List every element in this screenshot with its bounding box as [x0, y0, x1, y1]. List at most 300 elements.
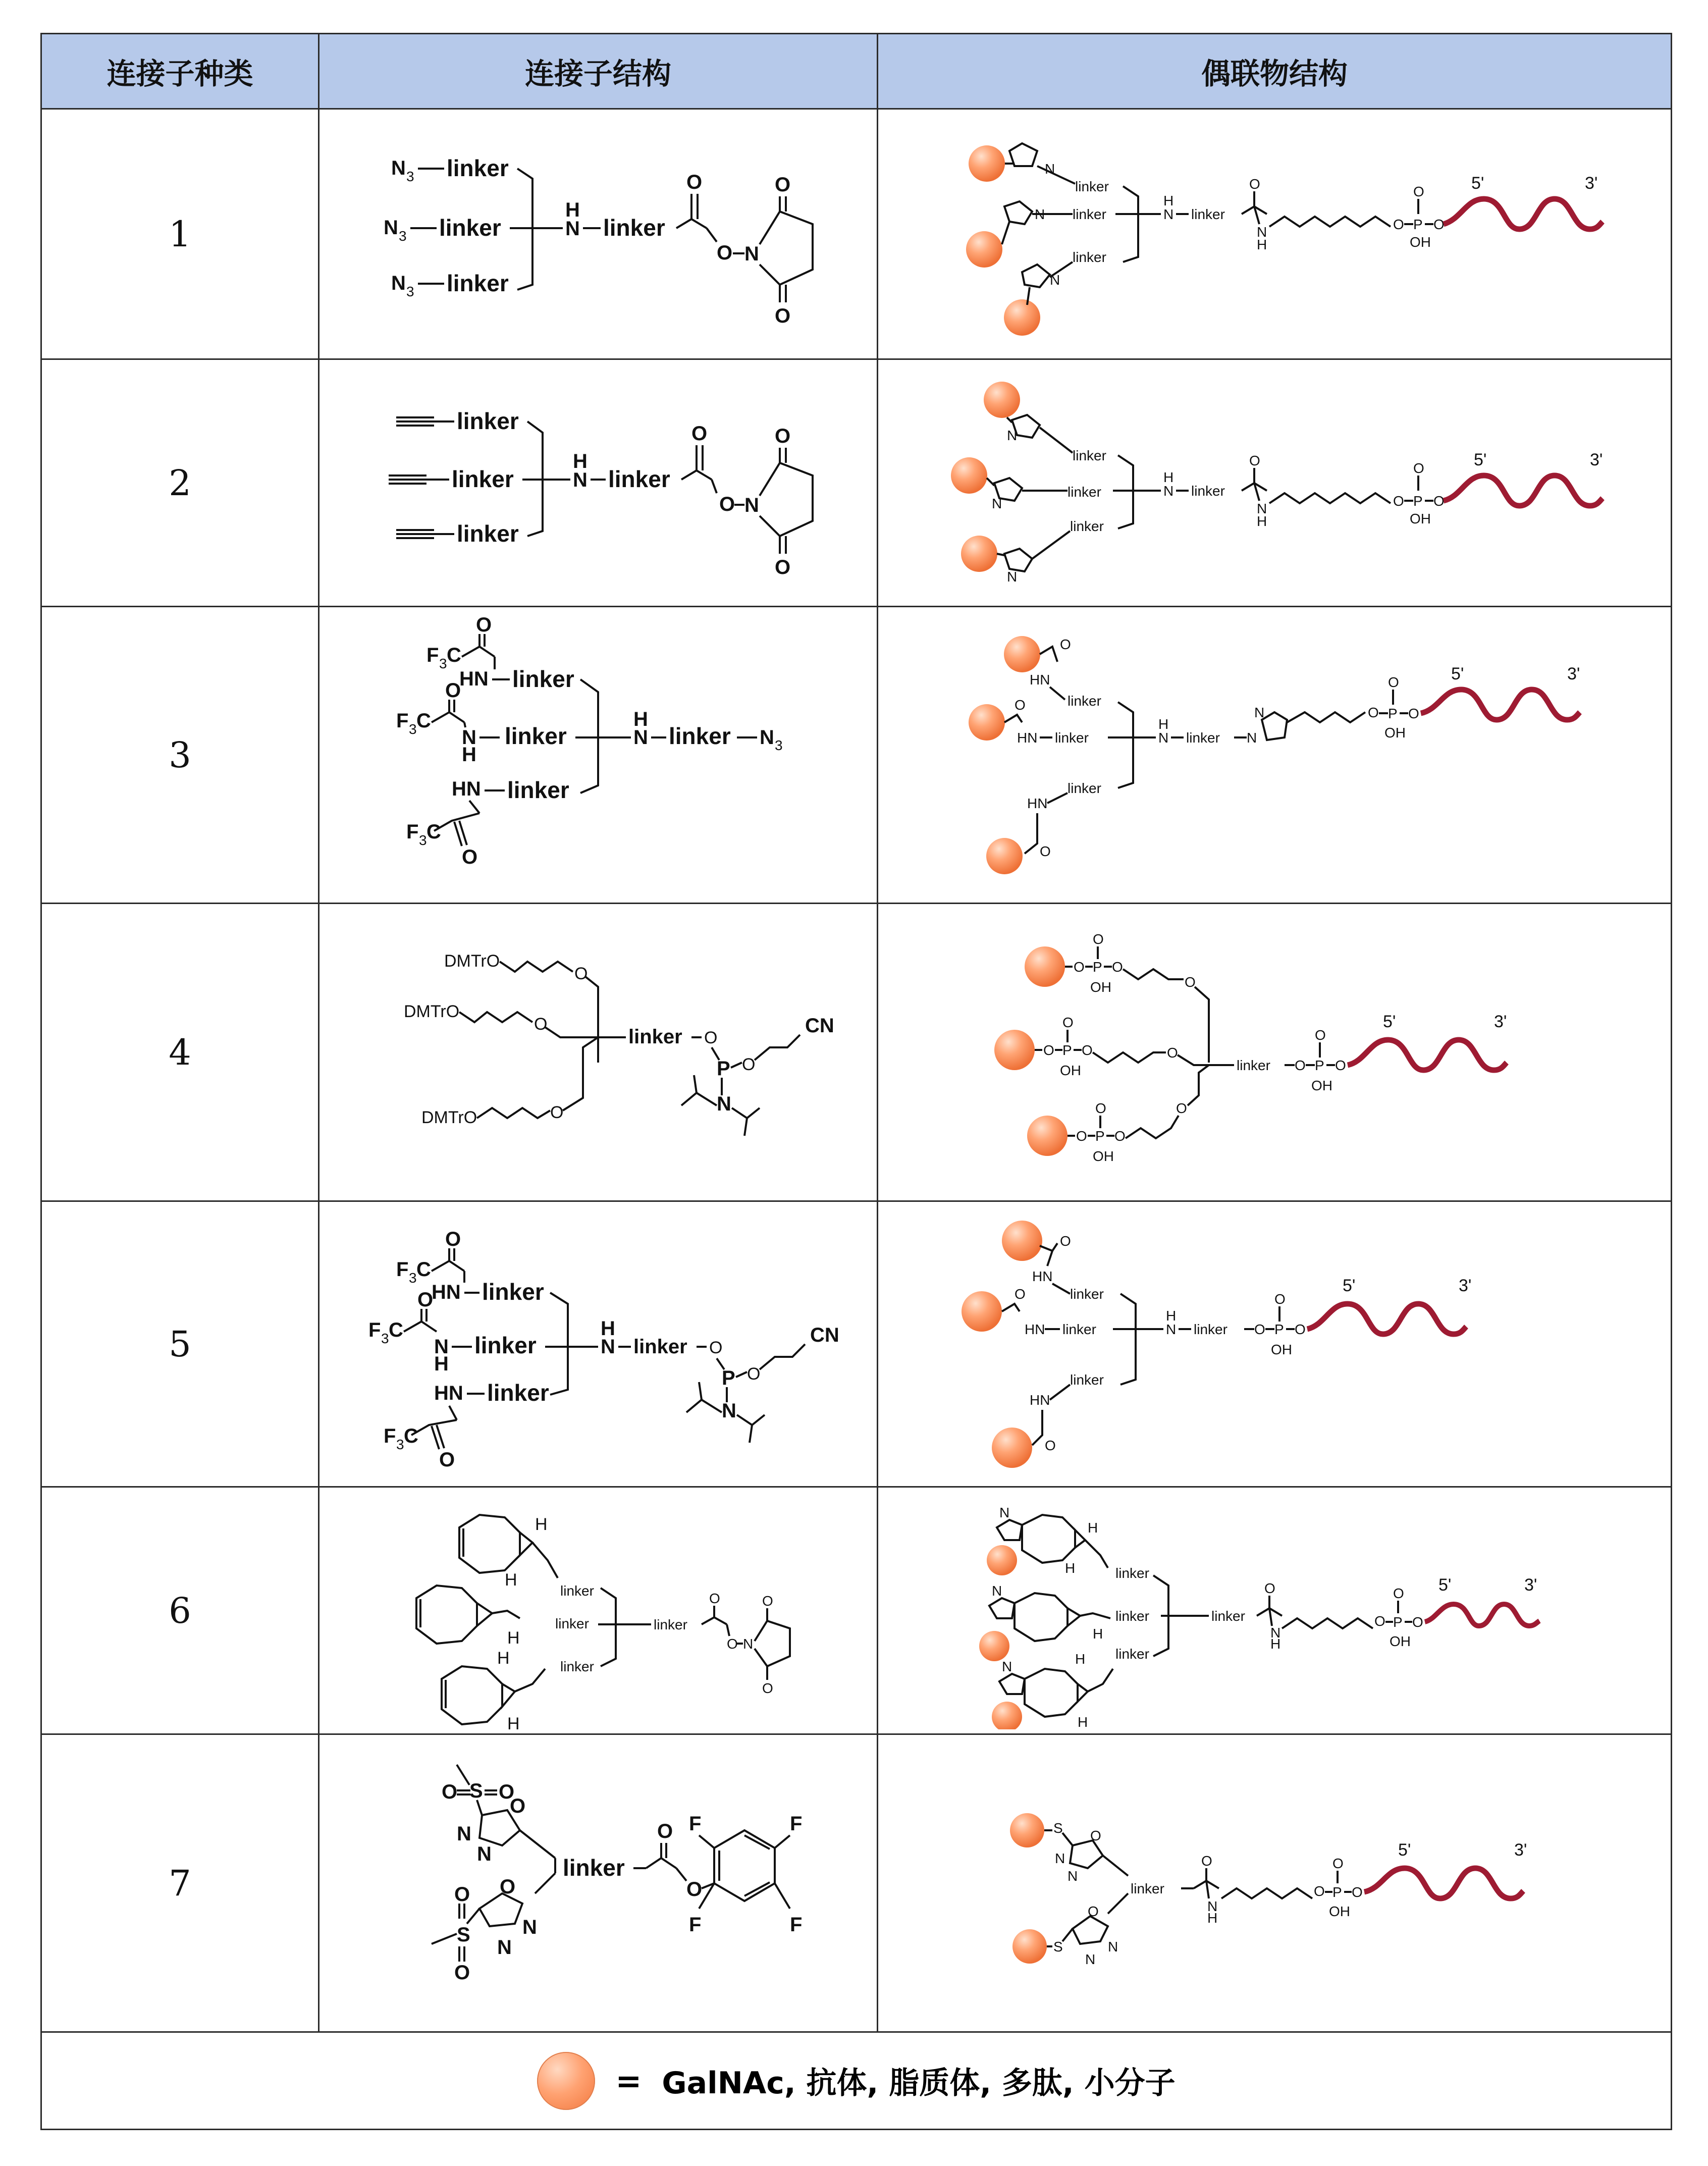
- svg-text:F: F: [790, 1913, 803, 1936]
- ligand-sphere: [1004, 636, 1040, 672]
- svg-text:linker: linker: [482, 1278, 544, 1305]
- svg-text:N: N: [1270, 1624, 1281, 1641]
- svg-text:N: N: [1007, 568, 1018, 585]
- svg-text:linker: linker: [1068, 780, 1101, 796]
- svg-text:O: O: [1082, 1042, 1093, 1058]
- linker-structure-1: [319, 109, 878, 359]
- linker-structure-7: [319, 1734, 878, 2032]
- svg-text:O: O: [719, 493, 735, 515]
- legend-row: [41, 2032, 1672, 2130]
- svg-text:O: O: [1393, 1585, 1404, 1601]
- svg-text:O: O: [1433, 216, 1445, 232]
- svg-text:P: P: [1093, 959, 1102, 975]
- svg-text:linker: linker: [608, 465, 670, 492]
- svg-text:H: H: [434, 1352, 449, 1375]
- svg-text:O: O: [704, 1028, 718, 1047]
- svg-text:O: O: [727, 1635, 738, 1652]
- svg-text:C: C: [416, 1258, 431, 1281]
- svg-text:O: O: [1374, 1613, 1385, 1629]
- ligand-sphere: [986, 838, 1023, 874]
- svg-text:N: N: [1207, 1898, 1218, 1914]
- svg-text:O: O: [574, 964, 588, 983]
- legend: [42, 2052, 1671, 2110]
- svg-text:O: O: [1095, 1100, 1106, 1116]
- svg-text:O: O: [534, 1014, 548, 1034]
- svg-text:linker: linker: [1068, 484, 1101, 500]
- linker-structure-diagram: [333, 1742, 863, 2025]
- svg-text:O: O: [1433, 493, 1445, 509]
- conjugate-structure-diagram: [886, 614, 1663, 896]
- svg-text:N: N: [743, 1635, 754, 1652]
- svg-text:OH: OH: [1311, 1077, 1332, 1093]
- svg-text:H: H: [1257, 236, 1267, 252]
- svg-text:C: C: [416, 709, 431, 732]
- svg-text:O: O: [775, 556, 791, 578]
- svg-text:linker: linker: [457, 407, 519, 434]
- ligand-sphere: [962, 1291, 1002, 1332]
- table-row: [41, 607, 1672, 904]
- svg-text:N: N: [760, 726, 774, 749]
- ligand-sphere: [1025, 946, 1065, 987]
- svg-text:3': 3': [1459, 1276, 1472, 1295]
- ligand-sphere: [969, 145, 1005, 182]
- svg-text:H: H: [1257, 513, 1267, 529]
- svg-text:F: F: [406, 820, 419, 843]
- row-number: 7: [41, 1734, 319, 2032]
- conjugate-structure-diagram: [886, 911, 1663, 1194]
- svg-text:O: O: [775, 304, 791, 327]
- svg-text:O: O: [1332, 1855, 1344, 1871]
- svg-text:O: O: [1264, 1580, 1275, 1596]
- svg-text:N: N: [1068, 1868, 1078, 1884]
- svg-text:HN: HN: [1030, 1392, 1050, 1408]
- header-row: [41, 34, 1672, 109]
- svg-text:N: N: [522, 1916, 537, 1938]
- linker-structure-4: [319, 904, 878, 1201]
- svg-text:linker: linker: [1073, 447, 1106, 463]
- svg-text:linker: linker: [555, 1615, 589, 1631]
- svg-text:N: N: [434, 1335, 449, 1358]
- svg-text:H: H: [507, 1628, 520, 1648]
- svg-text:O: O: [775, 425, 791, 447]
- svg-text:DMTrO: DMTrO: [421, 1107, 477, 1127]
- svg-text:O: O: [1060, 1233, 1071, 1249]
- svg-text:linker: linker: [1055, 729, 1089, 746]
- svg-text:N: N: [1085, 1951, 1096, 1967]
- ligand-sphere: [1004, 299, 1040, 336]
- svg-text:linker: linker: [669, 722, 731, 749]
- row-number: 6: [41, 1487, 319, 1734]
- svg-text:O: O: [510, 1794, 526, 1817]
- svg-text:O: O: [445, 679, 461, 702]
- svg-text:O: O: [499, 1780, 515, 1803]
- svg-text:N: N: [1166, 1321, 1177, 1337]
- svg-text:H: H: [1270, 1635, 1281, 1652]
- svg-text:linker: linker: [474, 1332, 537, 1358]
- ligand-sphere: [992, 1428, 1032, 1468]
- svg-text:linker: linker: [628, 1025, 682, 1048]
- svg-text:DMTrO: DMTrO: [444, 951, 500, 971]
- conjugate-structure-5: [878, 1201, 1672, 1487]
- svg-text:H: H: [507, 1714, 520, 1729]
- svg-text:3: 3: [775, 737, 783, 753]
- svg-text:N: N: [1254, 704, 1265, 720]
- row-number: 2: [41, 359, 319, 607]
- svg-text:O: O: [462, 846, 478, 868]
- svg-text:O: O: [1249, 452, 1260, 468]
- svg-text:linker: linker: [439, 214, 501, 241]
- svg-text:OH: OH: [1329, 1903, 1350, 1919]
- ligand-sphere: [979, 1631, 1009, 1661]
- linker-structure-diagram: [333, 911, 863, 1194]
- svg-text:linker: linker: [1186, 729, 1220, 746]
- svg-text:H: H: [1075, 1651, 1086, 1667]
- svg-text:F: F: [790, 1812, 803, 1835]
- svg-text:3: 3: [406, 168, 414, 184]
- svg-text:OH: OH: [1090, 979, 1111, 995]
- svg-text:O: O: [445, 1228, 461, 1250]
- svg-text:O: O: [417, 1288, 434, 1311]
- conjugate-structure-1: [878, 109, 1672, 359]
- svg-text:O: O: [1393, 216, 1404, 232]
- svg-text:O: O: [1352, 1884, 1363, 1900]
- conjugate-structure-diagram: [886, 1742, 1663, 2025]
- svg-text:P: P: [1413, 493, 1423, 509]
- svg-text:P: P: [1095, 1128, 1105, 1144]
- svg-text:CN: CN: [810, 1324, 839, 1346]
- svg-text:O: O: [454, 1961, 470, 1984]
- svg-text:P: P: [1413, 216, 1423, 232]
- svg-text:H: H: [1158, 716, 1169, 732]
- svg-text:O: O: [1112, 959, 1123, 975]
- svg-text:C: C: [404, 1424, 418, 1447]
- svg-text:N: N: [1002, 1658, 1012, 1674]
- ligand-sphere: [1010, 1813, 1044, 1847]
- ligand-sphere: [987, 1545, 1017, 1575]
- ligand-sphere: [992, 1702, 1022, 1729]
- header-conjugate-structure: 偶联物结构: [878, 34, 1672, 109]
- svg-text:N: N: [1045, 161, 1055, 177]
- svg-text:O: O: [691, 422, 708, 445]
- svg-text:linker: linker: [1070, 518, 1104, 534]
- svg-text:F: F: [396, 1258, 409, 1281]
- svg-text:N: N: [1257, 500, 1267, 516]
- svg-text:O: O: [762, 1680, 773, 1696]
- svg-text:HN: HN: [432, 1281, 461, 1303]
- row-number: 4: [41, 904, 319, 1201]
- svg-text:O: O: [1315, 1027, 1326, 1043]
- svg-text:P: P: [1332, 1884, 1342, 1900]
- conjugate-structure-7: [878, 1734, 1672, 2032]
- svg-text:3: 3: [406, 283, 414, 299]
- legend-equals: =: [615, 2062, 642, 2099]
- svg-text:linker: linker: [507, 776, 569, 803]
- svg-text:N: N: [391, 272, 406, 294]
- svg-text:H: H: [573, 450, 588, 472]
- legend-cell: [41, 2032, 1672, 2130]
- svg-text:HN: HN: [452, 777, 481, 800]
- svg-text:N: N: [992, 495, 1002, 511]
- row-number: 1: [41, 109, 319, 359]
- svg-text:linker: linker: [1211, 1608, 1245, 1624]
- svg-text:linker: linker: [1115, 1646, 1149, 1662]
- conjugate-structure-diagram: [886, 364, 1663, 602]
- svg-text:3: 3: [399, 228, 407, 244]
- svg-text:O: O: [1295, 1057, 1306, 1073]
- svg-text:C: C: [447, 644, 461, 666]
- svg-text:3': 3': [1494, 1012, 1507, 1031]
- ligand-sphere: [1002, 1221, 1042, 1261]
- svg-text:3: 3: [409, 1270, 417, 1286]
- ligand-sphere: [951, 457, 987, 494]
- svg-text:OH: OH: [1060, 1062, 1081, 1078]
- svg-text:O: O: [1167, 1044, 1178, 1061]
- svg-text:N: N: [477, 1842, 492, 1865]
- svg-text:O: O: [1043, 1042, 1054, 1058]
- svg-text:5': 5': [1383, 1012, 1396, 1031]
- svg-text:O: O: [1015, 1286, 1026, 1302]
- svg-text:N: N: [1050, 272, 1060, 288]
- table-row: [41, 359, 1672, 607]
- svg-text:linker: linker: [1070, 1371, 1104, 1388]
- svg-text:O: O: [686, 1878, 703, 1900]
- svg-text:N: N: [462, 726, 476, 749]
- svg-text:N: N: [565, 217, 580, 240]
- svg-text:3': 3': [1514, 1840, 1527, 1860]
- svg-text:3: 3: [419, 832, 427, 848]
- svg-text:P: P: [717, 1057, 730, 1080]
- svg-text:O: O: [1076, 1128, 1087, 1144]
- svg-text:P: P: [1393, 1614, 1403, 1630]
- svg-text:P: P: [1315, 1057, 1324, 1073]
- svg-text:linker: linker: [654, 1616, 687, 1632]
- svg-text:HN: HN: [459, 667, 489, 690]
- ligand-sphere-icon: [537, 2052, 595, 2110]
- table-row: [41, 1487, 1672, 1734]
- svg-text:H: H: [1166, 1307, 1177, 1324]
- svg-text:P: P: [1274, 1321, 1284, 1337]
- svg-text:H: H: [505, 1570, 517, 1590]
- svg-text:S: S: [469, 1779, 483, 1802]
- svg-text:linker: linker: [1073, 249, 1106, 265]
- svg-text:linker: linker: [1070, 1286, 1104, 1302]
- ligand-sphere: [1012, 1929, 1047, 1964]
- svg-text:3: 3: [439, 655, 447, 671]
- linker-structure-diagram: [333, 1492, 863, 1729]
- svg-text:O: O: [442, 1780, 458, 1803]
- svg-text:3: 3: [381, 1330, 389, 1346]
- svg-text:H: H: [1093, 1625, 1103, 1642]
- svg-text:linker: linker: [1068, 693, 1101, 709]
- svg-text:N: N: [1247, 729, 1257, 746]
- linker-table: [40, 33, 1672, 2130]
- svg-text:F: F: [689, 1913, 702, 1936]
- svg-text:O: O: [1249, 176, 1260, 192]
- svg-text:O: O: [1045, 1437, 1056, 1453]
- svg-text:O: O: [717, 241, 733, 264]
- svg-text:O: O: [1185, 974, 1196, 990]
- svg-text:linker: linker: [1237, 1057, 1270, 1073]
- linker-structure-3: [319, 607, 878, 904]
- svg-text:HN: HN: [434, 1382, 463, 1404]
- ligand-sphere: [961, 536, 997, 572]
- svg-text:N: N: [391, 156, 406, 179]
- svg-text:O: O: [1408, 705, 1419, 721]
- svg-text:O: O: [1413, 183, 1424, 199]
- svg-text:N: N: [633, 726, 648, 749]
- svg-text:CN: CN: [805, 1014, 834, 1037]
- svg-text:O: O: [709, 1338, 723, 1357]
- svg-text:linker: linker: [512, 665, 574, 692]
- svg-text:DMTrO: DMTrO: [404, 1001, 460, 1021]
- svg-text:5': 5': [1343, 1276, 1356, 1295]
- svg-text:3: 3: [409, 721, 417, 737]
- ligand-sphere: [994, 1030, 1035, 1070]
- svg-text:H: H: [1078, 1714, 1088, 1729]
- svg-text:F: F: [426, 644, 439, 666]
- row-number: 5: [41, 1201, 319, 1487]
- conjugate-structure-diagram: [886, 1208, 1663, 1481]
- ligand-sphere: [1027, 1116, 1068, 1156]
- svg-text:linker: linker: [1131, 1880, 1164, 1896]
- svg-text:H: H: [633, 708, 648, 730]
- svg-text:H: H: [497, 1648, 510, 1668]
- svg-text:H: H: [1065, 1560, 1076, 1576]
- svg-text:linker: linker: [1075, 178, 1109, 194]
- svg-text:H: H: [1163, 192, 1174, 208]
- svg-text:O: O: [775, 173, 791, 196]
- svg-text:O: O: [762, 1593, 773, 1609]
- svg-text:F: F: [368, 1318, 381, 1341]
- svg-text:N: N: [744, 242, 759, 265]
- ligand-sphere: [966, 231, 1002, 268]
- linker-structure-diagram: [333, 1208, 863, 1481]
- svg-text:O: O: [1412, 1614, 1423, 1630]
- svg-text:N: N: [1055, 1850, 1065, 1866]
- svg-text:O: O: [1090, 1827, 1101, 1843]
- ligand-sphere: [969, 704, 1005, 741]
- svg-text:O: O: [1176, 1100, 1187, 1116]
- svg-text:O: O: [1274, 1291, 1286, 1307]
- svg-text:HN: HN: [1017, 729, 1038, 746]
- svg-text:H: H: [565, 198, 580, 221]
- svg-text:3': 3': [1567, 664, 1580, 683]
- svg-text:H: H: [1207, 1910, 1218, 1926]
- svg-text:3': 3': [1590, 450, 1603, 469]
- svg-text:O: O: [439, 1448, 455, 1471]
- svg-text:OH: OH: [1390, 1633, 1411, 1649]
- svg-text:O: O: [1368, 704, 1379, 720]
- svg-text:P: P: [1388, 705, 1398, 721]
- svg-text:linker: linker: [1191, 206, 1225, 222]
- svg-text:N: N: [1035, 206, 1045, 222]
- svg-text:OH: OH: [1410, 234, 1431, 250]
- svg-text:linker: linker: [563, 1854, 625, 1881]
- conjugate-structure-4: [878, 904, 1672, 1201]
- table-row: [41, 1734, 1672, 2032]
- svg-text:O: O: [454, 1883, 470, 1906]
- conjugate-structure-diagram: [886, 116, 1663, 353]
- svg-text:S: S: [457, 1923, 470, 1946]
- svg-text:HN: HN: [1025, 1321, 1045, 1337]
- table-row: [41, 1201, 1672, 1487]
- svg-text:linker: linker: [1115, 1608, 1149, 1624]
- header-linker-type: 连接子种类: [41, 34, 319, 109]
- svg-text:S: S: [1053, 1938, 1063, 1954]
- svg-text:O: O: [1040, 843, 1051, 859]
- linker-structure-5: [319, 1201, 878, 1487]
- svg-text:F: F: [384, 1424, 396, 1447]
- svg-text:linker: linker: [603, 214, 665, 241]
- svg-text:O: O: [1015, 697, 1026, 713]
- svg-text:H: H: [601, 1317, 615, 1340]
- svg-text:3: 3: [396, 1436, 404, 1452]
- svg-text:O: O: [657, 1820, 673, 1842]
- svg-text:H: H: [1088, 1519, 1098, 1536]
- svg-text:5': 5': [1438, 1575, 1452, 1595]
- linker-structure-diagram: [333, 614, 863, 896]
- svg-text:linker: linker: [447, 270, 509, 296]
- linker-structure-diagram: [333, 369, 863, 597]
- svg-text:O: O: [1388, 674, 1399, 690]
- svg-text:O: O: [1201, 1853, 1212, 1869]
- svg-text:linker: linker: [1191, 483, 1225, 499]
- linker-structure-6: [319, 1487, 878, 1734]
- svg-text:linker: linker: [560, 1658, 594, 1674]
- svg-text:O: O: [1314, 1883, 1325, 1899]
- svg-text:linker: linker: [452, 465, 514, 492]
- svg-text:HN: HN: [1027, 795, 1048, 811]
- legend-text: GalNAc, 抗体, 脂质体, 多肽, 小分子: [662, 2066, 1176, 2101]
- svg-text:O: O: [686, 171, 703, 193]
- svg-text:N: N: [1163, 206, 1174, 222]
- svg-text:5': 5': [1474, 450, 1487, 469]
- row-number: 3: [41, 607, 319, 904]
- svg-text:OH: OH: [1384, 724, 1406, 741]
- svg-text:O: O: [1074, 959, 1085, 975]
- svg-text:N: N: [1257, 224, 1267, 240]
- svg-text:N: N: [497, 1936, 512, 1959]
- svg-text:C: C: [426, 820, 441, 843]
- svg-text:P: P: [1062, 1042, 1072, 1058]
- svg-text:5': 5': [1451, 664, 1464, 683]
- ligand-sphere: [984, 382, 1020, 418]
- svg-text:N: N: [457, 1822, 471, 1845]
- svg-text:O: O: [1093, 931, 1104, 947]
- svg-text:O: O: [742, 1054, 756, 1074]
- svg-text:N: N: [744, 494, 759, 516]
- table-row: [41, 109, 1672, 359]
- svg-text:3': 3': [1585, 173, 1598, 193]
- svg-text:N: N: [1158, 729, 1169, 746]
- svg-text:HN: HN: [1032, 1268, 1053, 1284]
- svg-text:H: H: [1163, 469, 1174, 485]
- svg-text:O: O: [1393, 493, 1404, 509]
- svg-text:O: O: [709, 1590, 720, 1606]
- svg-text:linker: linker: [505, 722, 567, 749]
- svg-text:O: O: [747, 1364, 761, 1384]
- svg-text:5': 5': [1398, 1840, 1411, 1860]
- svg-text:linker: linker: [633, 1335, 687, 1358]
- svg-text:O: O: [500, 1875, 516, 1898]
- svg-text:linker: linker: [1073, 206, 1106, 222]
- svg-text:H: H: [535, 1514, 548, 1534]
- svg-text:C: C: [389, 1318, 403, 1341]
- table-row: [41, 904, 1672, 1201]
- svg-text:N: N: [717, 1092, 731, 1115]
- svg-text:P: P: [722, 1366, 735, 1389]
- svg-text:linker: linker: [487, 1379, 549, 1406]
